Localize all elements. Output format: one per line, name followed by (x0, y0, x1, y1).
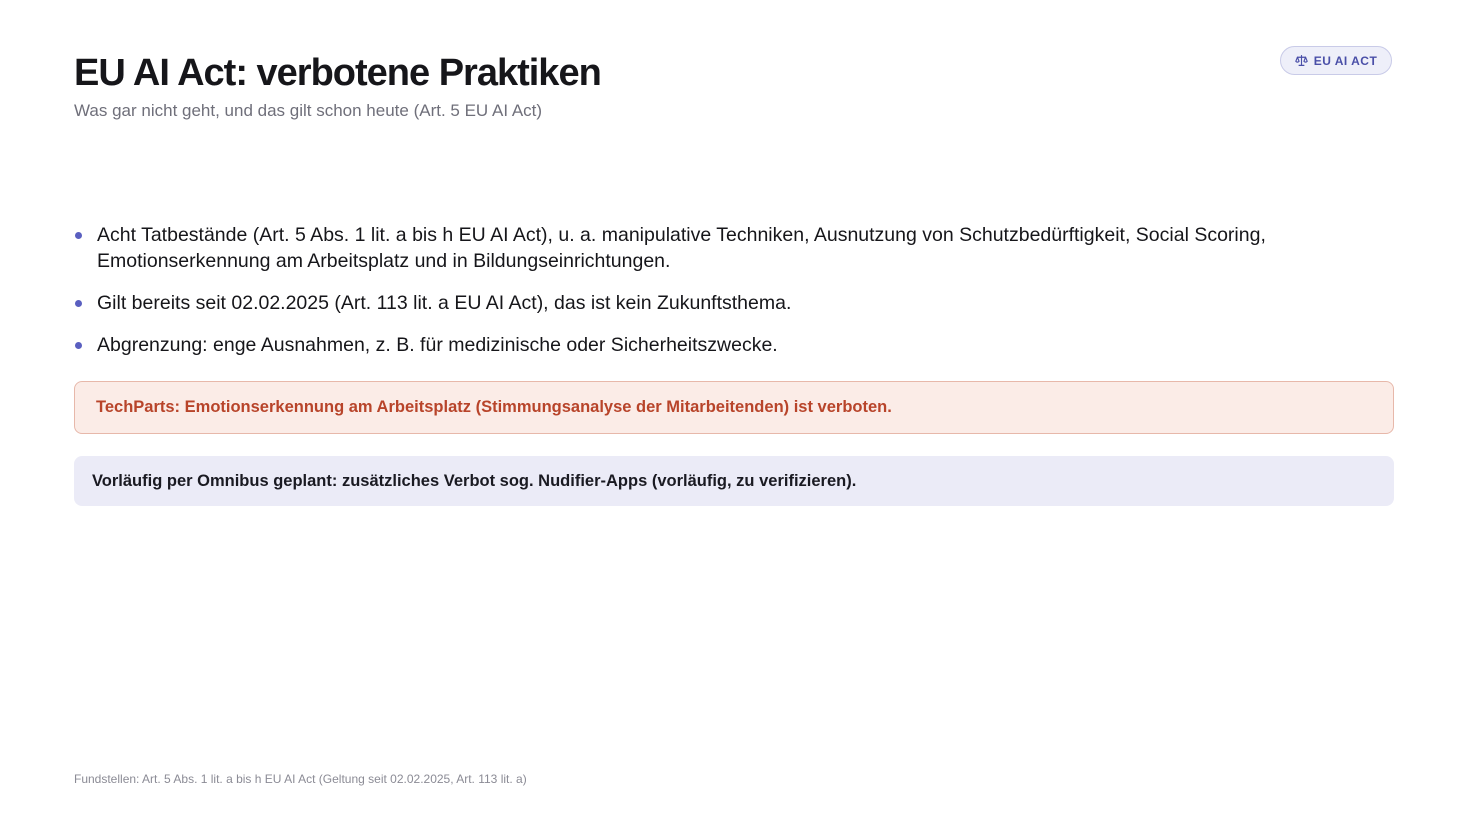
scale-icon (1295, 54, 1308, 67)
bullet-dot-icon (75, 300, 82, 307)
omnibus-note-box (74, 456, 1394, 506)
badge-label: EU AI ACT (1313, 53, 1378, 68)
eu-ai-act-badge (1280, 46, 1392, 75)
bullet-list (74, 222, 1394, 374)
bullet-dot-icon (75, 342, 82, 349)
techparts-alert-box (74, 381, 1394, 434)
list-item (74, 290, 1394, 316)
page-title: EU AI Act: verbotene Praktiken (74, 52, 601, 94)
bullet-text: Gilt bereits seit 02.02.2025 (Art. 113 lit. a EU AI Act), das ist kein Zukunftsthema. (97, 292, 792, 314)
note-text: Vorläufig per Omnibus geplant: zusätzliches Verbot sog. Nudifier-Apps (vorläufig, zu verifizieren). (92, 471, 857, 490)
alert-text: TechParts: Emotionserkennung am Arbeitsplatz (Stimmungsanalyse der Mitarbeitenden) ist verboten. (96, 398, 892, 416)
footer-sources: Fundstellen: Art. 5 Abs. 1 lit. a bis h EU AI Act (Geltung seit 02.02.2025, Art. 113 lit. a) (74, 772, 527, 786)
page-subtitle: Was gar nicht geht, und das gilt schon heute (Art. 5 EU AI Act) (74, 101, 543, 120)
bullet-text: Abgrenzung: enge Ausnahmen, z. B. für medizinische oder Sicherheitszwecke. (97, 334, 778, 356)
list-item (74, 222, 1394, 274)
bullet-text: Acht Tatbestände (Art. 5 Abs. 1 lit. a bis h EU AI Act), u. a. manipulative Techniken, Ausnutzung von Schutzbedürftigkeit, Social Scoring, Emotionserkennung am Arbeitsplatz und in Bildungseinrichtungen. (97, 224, 1266, 272)
bullet-dot-icon (75, 232, 82, 239)
list-item (74, 332, 1394, 358)
